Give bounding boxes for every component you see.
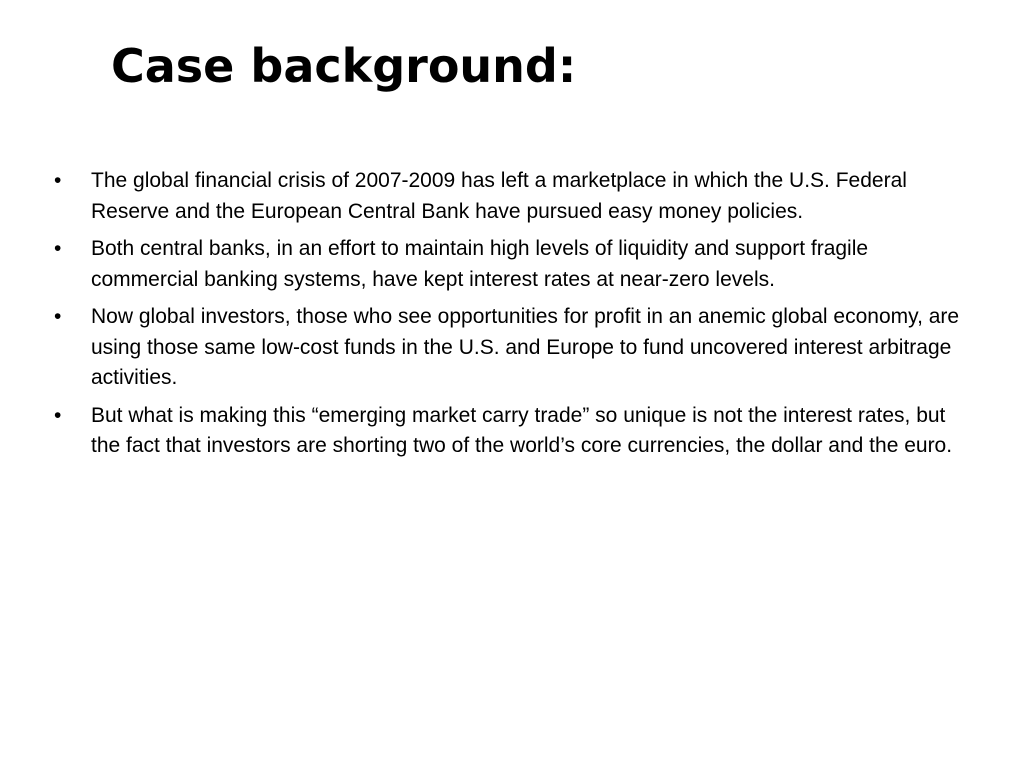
bullet-item-4 <box>50 401 965 462</box>
bullet-text: Both central banks, in an effort to maintain high levels of liquidity and support fragile commercial banking systems, have kept interest rates at near-zero levels. <box>91 237 869 291</box>
bullet-marker: • <box>54 403 62 427</box>
bullet-marker: • <box>54 169 62 192</box>
bullet-item-2 <box>50 234 965 295</box>
bullet-text: Now global investors, those who see opportunities for profit in an anemic global economy, are using those same low-cost funds in the U.S. and Europe to fund uncovered interest arbitrage activities. <box>91 305 960 389</box>
bullet-marker: • <box>54 237 62 260</box>
slide-title: Case background: <box>111 39 577 93</box>
bullet-list <box>50 166 965 469</box>
bullet-marker: • <box>54 305 62 328</box>
bullet-item-1 <box>50 166 965 227</box>
bullet-item-3 <box>50 302 965 394</box>
bullet-text: The global financial crisis of 2007-2009 has left a marketplace in which the U.S. Federal Reserve and the European Central Bank have pursued easy money policies. <box>91 169 907 223</box>
bullet-text: But what is making this “emerging market carry trade” so unique is not the interest rates, but the fact that investors are shorting two of the world’s core currencies, the dollar and the euro. <box>91 403 953 457</box>
